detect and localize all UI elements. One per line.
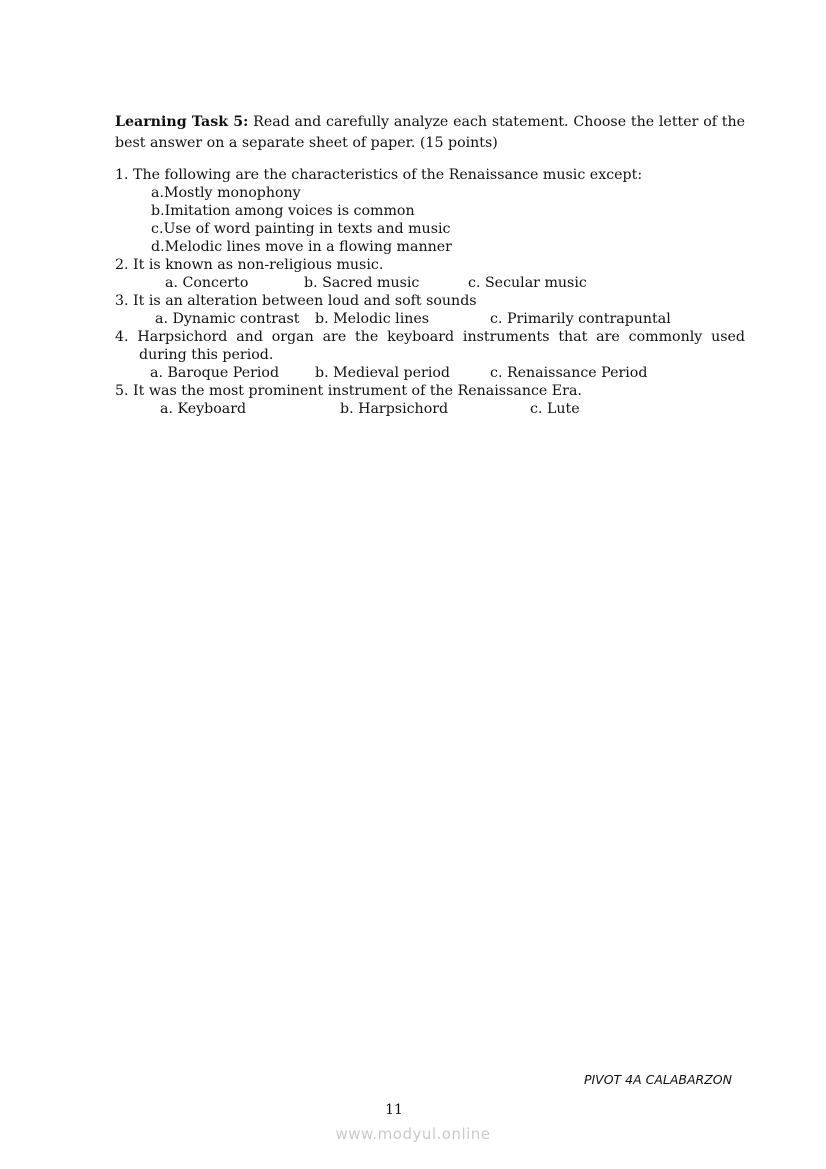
task-instructions: [115, 112, 745, 154]
question-5-stem: 5. It was the most prominent instrument of the Renaissance Era.: [115, 383, 582, 399]
question-4-option-a: a. Baroque Period: [150, 365, 280, 381]
question-2-option-c: c. Secular music: [468, 275, 587, 291]
question-5-option-b: b. Harpsichord: [340, 401, 449, 417]
question-3-option-b: b. Melodic lines: [315, 311, 430, 327]
question-1-option-a: a.Mostly monophony: [151, 185, 301, 201]
question-2-stem: 2. It is known as non-religious music.: [115, 257, 384, 273]
question-2-option-b: b. Sacred music: [304, 275, 420, 291]
question-4-option-c: c. Renaissance Period: [490, 365, 648, 381]
footer-label: PIVOT 4A CALABARZON: [583, 1072, 732, 1087]
task-title: Learning Task 5: [115, 114, 244, 130]
watermark: www.modyul.online: [335, 1125, 491, 1143]
page-number: 11: [385, 1102, 403, 1118]
question-1-option-b: b.Imitation among voices is common: [151, 203, 415, 219]
question-1-option-c: c.Use of word painting in texts and music: [151, 221, 451, 237]
question-2-option-a: a. Concerto: [165, 275, 249, 291]
question-5-option-c: c. Lute: [530, 401, 580, 417]
question-3-stem: 3. It is an alteration between loud and soft sounds: [115, 293, 477, 309]
question-3-option-c: c. Primarily contrapuntal: [490, 311, 671, 327]
question-1-stem: 1. The following are the characteristics of the Renaissance music except:: [115, 167, 643, 183]
question-3-option-a: a. Dynamic contrast: [155, 311, 300, 327]
question-4-stem-line1: 4. Harpsichord and organ are the keyboard instruments that are commonly used: [115, 329, 745, 345]
task-title-colon: :: [243, 114, 249, 130]
question-5-option-a: a. Keyboard: [160, 401, 247, 417]
question-1-option-d: d.Melodic lines move in a flowing manner: [151, 239, 452, 255]
question-4-option-b: b. Medieval period: [315, 365, 450, 381]
question-4-stem-line2: during this period.: [139, 347, 274, 363]
task-instructions-text: Read and carefully analyze each statement. Choose the letter of the best answer on a separate sheet of paper. (15 points): [115, 114, 745, 151]
